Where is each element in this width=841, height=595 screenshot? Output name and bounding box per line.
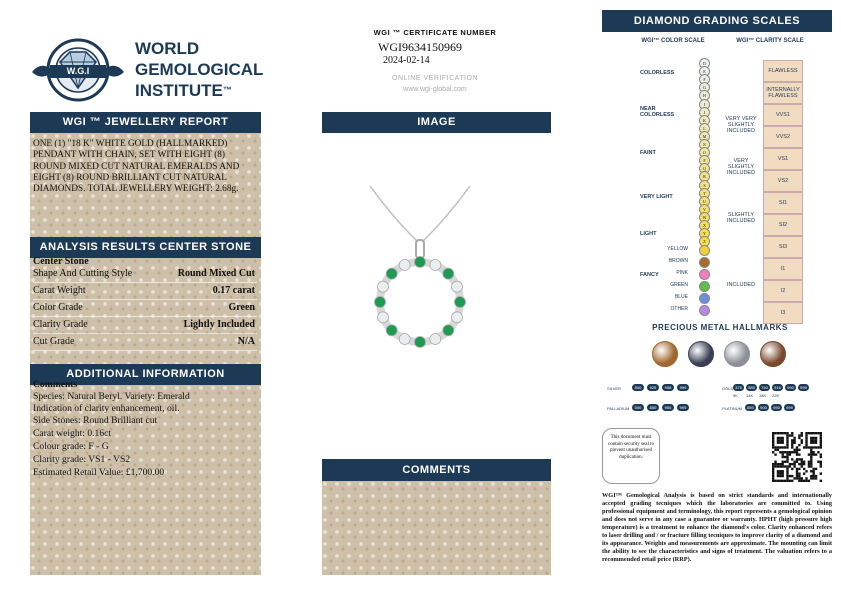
row-key: Clarity Grade [33,319,88,330]
hallmark-medal-bronze [652,341,678,367]
fancy-color-label: YELLOW [667,246,688,252]
emerald-stone [455,297,466,308]
palladium-mark: 500 [632,404,644,411]
color-group-label: FAINT [640,150,656,156]
color-grade-e: E [699,66,710,77]
grading-scales-header: DIAMOND GRADING SCALES [602,10,832,32]
hallmark-medal-dark [688,341,714,367]
color-grade-j: J [699,107,710,118]
emerald-stone [415,337,426,348]
color-grade-g: G [699,82,710,93]
color-grade-l: L [699,123,710,134]
color-grade-u: U [699,196,710,207]
jewellery-report-header: WGI ™ JEWELLERY REPORT [30,112,261,133]
security-note: This document must contain security seal to prevent unauthorised duplication. [608,435,654,460]
fancy-color-label: GREEN [670,282,688,288]
diamond-stone [430,334,441,345]
row-key: Cut Grade [33,336,75,347]
verification-url[interactable]: www.wgi-global.com [403,86,467,93]
info-line: Colour grade: F - G [33,441,109,452]
platinum-mark: 999 [784,404,795,411]
diamond-stone [430,260,441,271]
clarity-grade: VS1 [763,148,803,170]
fancy-color-swatch [699,245,710,256]
diamond-stone [452,312,463,323]
comments-header: COMMENTS [322,459,551,481]
fancy-color-swatch [699,293,710,304]
clarity-grade: I2 [763,280,803,302]
stone-ring [375,257,466,348]
silver-mark: 925 [647,384,659,391]
platinum-mark: 900 [758,404,769,411]
color-grade-p: P [699,155,710,166]
color-grade-r: R [699,171,710,182]
gold-mark: 750 [759,384,770,391]
gold-mark: 375 [733,384,744,391]
color-grade-m: M [699,131,710,142]
gold-mark: 990 [785,384,796,391]
fancy-color-label: OTHER [670,306,688,312]
analysis-header: ANALYSIS RESULTS CENTER STONE [30,237,261,258]
hallmarks-title: PRECIOUS METAL HALLMARKS [652,323,788,332]
org-name-line3: INSTITUTE [135,81,223,100]
emerald-stone [443,325,454,336]
platinum-mark: 950 [771,404,782,411]
color-grade-o: O [699,147,710,158]
color-group-label: COLORLESS [640,70,675,76]
info-line: Carat weight: 0.16ct [33,428,112,439]
row-value: 0.17 carat [212,285,255,296]
clarity-grade: SI3 [763,236,803,258]
clarity-group-label: VERY VERY SLIGHTLY INCLUDED [725,116,757,134]
silver-mark: 999 [677,384,689,391]
emerald-stone [386,325,397,336]
comments-subtitle: Comments [33,379,78,390]
org-name-line1: WORLD [135,39,200,58]
color-grade-i: I [699,99,710,110]
clarity-grade: VVS1 [763,104,803,126]
gold-karat-label: 18K [759,393,767,398]
clarity-group-label: SLIGHTLY INCLUDED [726,212,756,224]
fancy-color-swatch [699,257,710,268]
diamond-stone [378,312,389,323]
analysis-row [33,300,257,317]
analysis-row [33,266,257,283]
color-grade-w: W [699,212,710,223]
clarity-grade: INTERNALLY FLAWLESS [763,82,803,104]
color-grade-x: X [699,220,710,231]
certificate-date: 2024-02-14 [383,55,430,66]
color-grade-k: K [699,115,710,126]
clarity-grade: SI2 [763,214,803,236]
additional-info-header: ADDITIONAL INFORMATION [30,364,261,385]
emerald-stone [375,297,386,308]
gold-label: GOLD [722,386,734,391]
disclaimer: WGI™ Gemological Analysis is based on strict standards and internationally accepted grading tecniques which the laboratories are committed to. Using professional equipment and terminology, this report represents a gemological opinion and does not serve in any case a guarantee or warranty. HPHT (high pressure high temperature) is a treatment to enhance the diamond's color. Clarity enhanced refers to laser drilling and / or fracture filling tecniques to improve clarity of a diamond and its appearance. Weights and measurements are approximate. The mounting can limit the ability to see the characteristics and signs of treatment. The valuation refers to a recommended retail price (RRP). [602,492,832,563]
row-value: Round Mixed Cut [177,268,255,279]
info-line: Side Stones: Round Brilliant cut [33,415,158,426]
silver-mark: 800 [632,384,644,391]
row-key: Shape And Cutting Style [33,268,133,279]
clarity-group-label: INCLUDED [726,282,756,288]
emerald-stone [443,268,454,279]
center-stone-subtitle: Center Stone [33,256,89,267]
color-grade-d: D [699,58,710,69]
pendant-image [355,180,485,380]
color-group-label: VERY LIGHT [640,194,673,200]
platinum-label: PLATINUM [722,406,742,411]
info-line: Species: Natural Beryl. Variety: Emerald [33,391,190,402]
hallmark-medal-copper [760,341,786,367]
gold-karat-label: 22K [772,393,780,398]
report-background [30,133,261,575]
qr-code-icon[interactable] [772,432,822,482]
palladium-mark: 850 [647,404,659,411]
hallmark-medal-silver [724,341,750,367]
info-line: Clarity grade: VS1 - VS2 [33,454,131,465]
certificate-number: WGI9634150969 [378,40,462,54]
color-grade-n: N [699,139,710,150]
fancy-label: FANCY [640,272,659,278]
online-verification-label: ONLINE VERIFICATION [392,75,478,82]
platinum-mark: 850 [745,404,756,411]
diamond-stone [378,281,389,292]
security-seal-box [602,428,660,484]
gold-mark: 999 [798,384,809,391]
color-grade-h: H [699,90,710,101]
fancy-color-swatch [699,281,710,292]
silver-mark: 958 [662,384,674,391]
clarity-grade: FLAWLESS [763,60,803,82]
color-grade-s: S [699,180,710,191]
fancy-color-label: BLUE [674,294,688,300]
analysis-row [33,317,257,334]
comments-area [322,481,551,575]
clarity-grade: VS2 [763,170,803,192]
image-header: IMAGE [322,112,551,133]
gold-mark: 585 [746,384,757,391]
color-grade-y: Y [699,228,710,239]
fancy-color-swatch [699,305,710,316]
diamond-stone [399,260,410,271]
palladium-mark: 950 [662,404,674,411]
palladium-label: PALLADIUM [607,406,630,411]
fancy-color-swatch [699,269,710,280]
tm-mark: ™ [222,85,232,95]
clarity-grade: VVS2 [763,126,803,148]
color-group-label: NEAR COLORLESS [640,106,675,118]
gold-karat-label: 9K [733,393,738,398]
analysis-row [33,334,257,351]
diamond-stone [452,281,463,292]
color-grade-q: Q [699,163,710,174]
color-grade-z: Z [699,236,710,247]
color-scale-title: WGI™ COLOR SCALE [641,38,705,44]
row-value: Green [228,302,255,313]
palladium-mark: 999 [677,404,689,411]
color-grade-f: F [699,74,710,85]
color-grade-v: V [699,204,710,215]
jewellery-description: ONE (1) "18 K" WHITE GOLD (HALLMARKED) PENDANT WITH CHAIN, SET WITH EIGHT (8) ROUND MIXED CUT NATURAL EMERALDS AND EIGHT (8) ROUND BRILLIANT CUT NATURAL DIAMONDS. TOTAL JEWELLERY WEIGHT: 2.68g. [33,139,240,195]
info-line: Estimated Retail Value: £1,700.00 [33,467,165,478]
clarity-scale-title: WGI™ CLARITY SCALE [736,38,804,44]
org-name-line2: GEMOLOGICAL [135,60,264,79]
gold-karat-label: 14K [746,393,754,398]
fancy-color-label: PINK [676,270,688,276]
row-value: N/A [237,336,255,347]
color-group-label: LIGHT [640,231,657,237]
emerald-stone [386,268,397,279]
diamond-stone [399,334,410,345]
clarity-group-label: VERY SLIGHTLY INCLUDED [726,158,756,176]
clarity-grade: I3 [763,302,803,324]
color-grade-t: T [699,188,710,199]
clarity-grade: SI1 [763,192,803,214]
analysis-row [33,283,257,300]
emerald-stone [415,257,426,268]
info-line: Indication of clarity enhancement, oil. [33,403,180,414]
row-key: Carat Weight [33,285,86,296]
gold-mark: 916 [772,384,783,391]
certificate-label: WGI ™ CERTIFICATE NUMBER [373,28,497,37]
silver-label: SILVER [607,386,621,391]
row-value: Lightly Included [183,319,255,330]
seal-text: W.G.I [66,66,90,76]
row-key: Color Grade [33,302,83,313]
clarity-grade: I1 [763,258,803,280]
fancy-color-label: BROWN [668,258,688,264]
